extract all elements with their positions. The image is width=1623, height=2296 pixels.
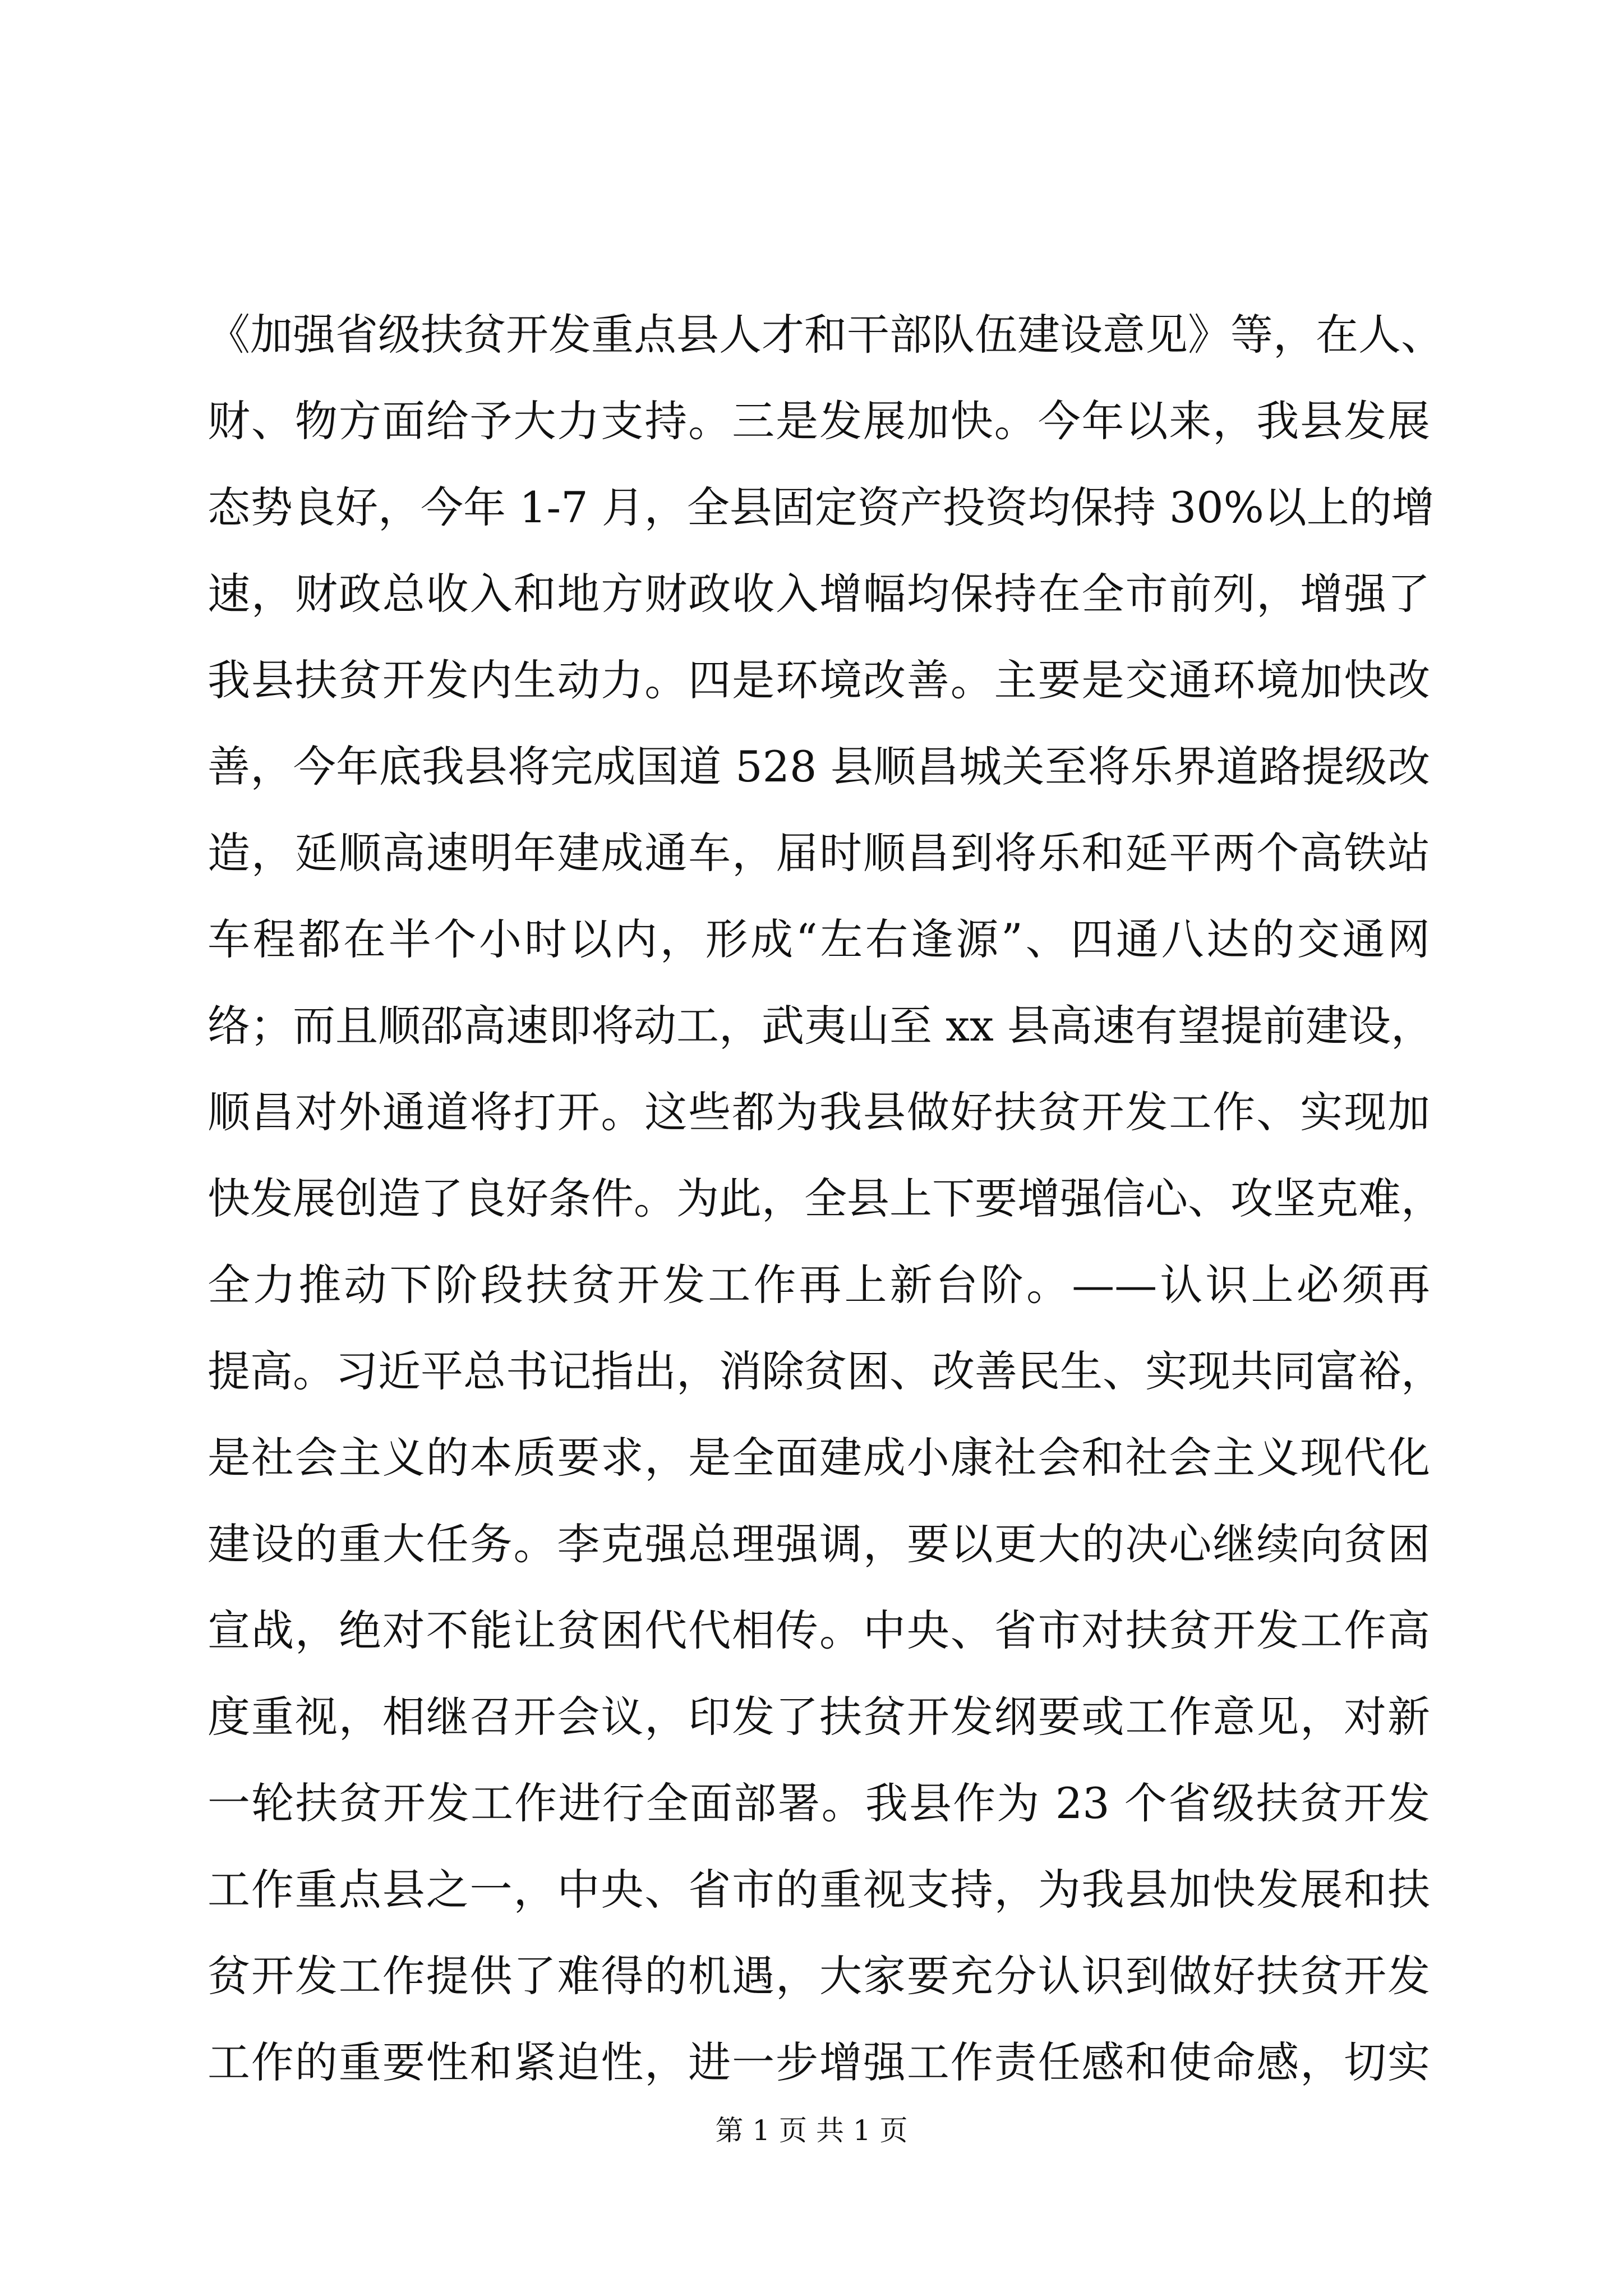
text-line: 《加强省级扶贫开发重点县人才和干部队伍建设意见》等，在人、 [208,310,1444,360]
text-line: 一轮扶贫开发工作进行全面部署。我县作为 23 个省级扶贫开发 [208,1778,1430,1828]
page-number-label: 第 1 页 共 1 页 [715,2114,908,2147]
text-line: 工作的重要性和紧迫性，进一步增强工作责任感和使命感，切实 [208,2037,1430,2087]
text-line: 度重视，相继召开会议，印发了扶贫开发纲要或工作意见，对新 [208,1692,1430,1742]
text-line: 贫开发工作提供了难得的机遇，大家要充分认识到做好扶贫开发 [208,1951,1430,2001]
text-line: 全力推动下阶段扶贫开发工作再上新台阶。——认识上必须再 [208,1260,1430,1310]
text-line: 工作重点县之一，中央、省市的重视支持，为我县加快发展和扶 [208,1865,1430,1915]
text-line: 顺昌对外通道将打开。这些都为我县做好扶贫开发工作、实现加 [208,1087,1430,1137]
text-line: 宣战，绝对不能让贫困代代相传。中央、省市对扶贫开发工作高 [208,1605,1430,1655]
page-footer [0,2114,1623,2147]
text-line: 是社会主义的本质要求，是全面建成小康社会和社会主义现代化 [208,1433,1430,1483]
text-line: 速，财政总收入和地方财政收入增幅均保持在全市前列，增强了 [208,569,1430,619]
text-line: 建设的重大任务。李克强总理强调，要以更大的决心继续向贫困 [208,1519,1430,1569]
text-line: 造，延顺高速明年建成通车，届时顺昌到将乐和延平两个高铁站 [208,828,1430,878]
text-line: 善，今年底我县将完成国道 528 县顺昌城关至将乐界道路提级改 [208,742,1430,792]
text-line: 提高。习近平总书记指出，消除贫困、改善民生、实现共同富裕， [208,1346,1444,1396]
body-text [208,292,1444,2106]
text-line: 我县扶贫开发内生动力。四是环境改善。主要是交通环境加快改 [208,655,1430,705]
text-line: 车程都在半个小时以内，形成“左右逢源”、四通八达的交通网 [208,914,1430,964]
text-line: 财、物方面给予大力支持。三是发展加快。今年以来，我县发展 [208,396,1430,446]
text-line: 态势良好，今年 1-7 月，全县固定资产投资均保持 30%以上的增 [208,482,1435,532]
text-line: 快发展创造了良好条件。为此，全县上下要增强信心、攻坚克难， [208,1174,1444,1223]
text-line: 络；而且顺邵高速即将动工，武夷山至 xx 县高速有望提前建设， [208,1001,1434,1051]
